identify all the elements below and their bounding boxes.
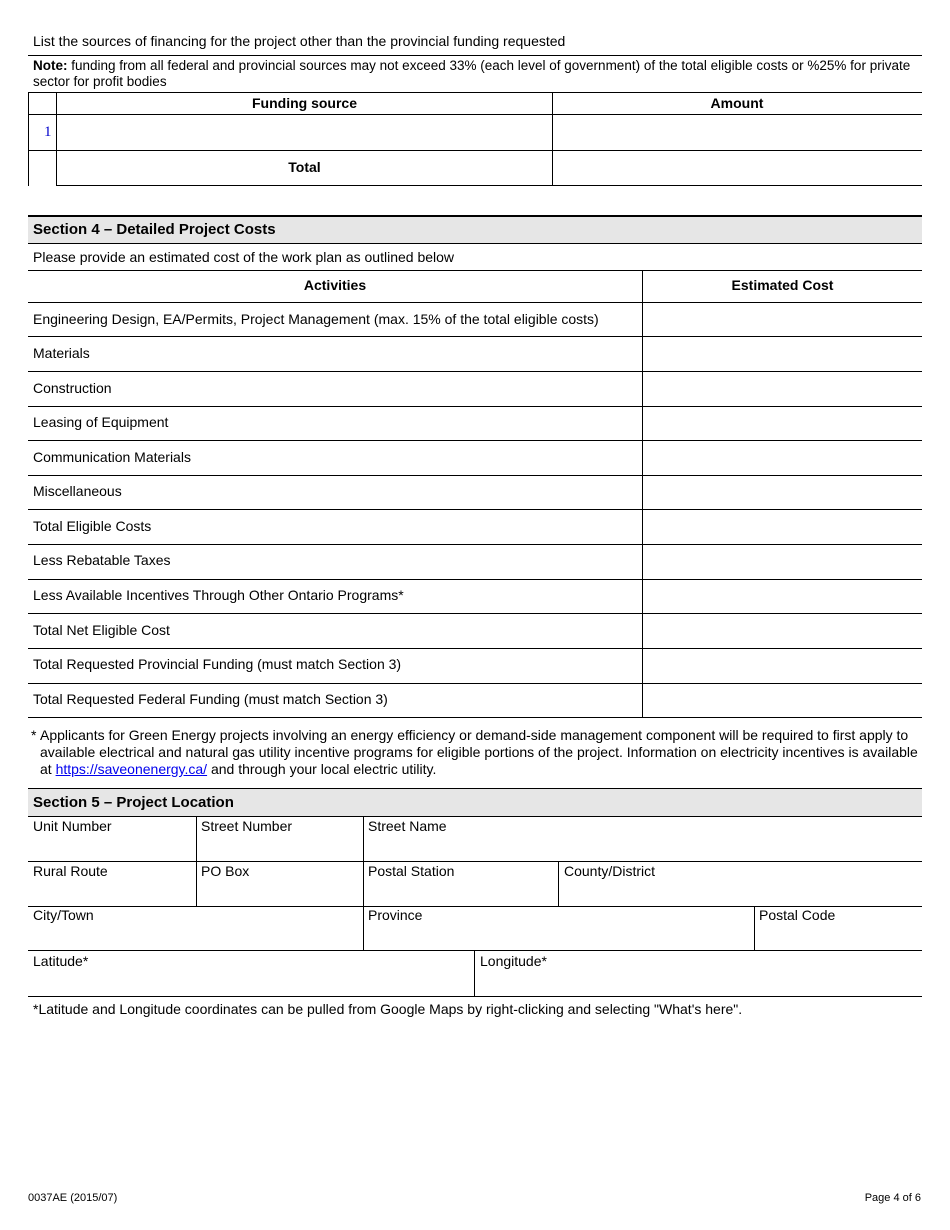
postal-code-input[interactable] — [755, 925, 921, 949]
footnote-star: * — [31, 727, 37, 743]
table-border — [28, 150, 922, 151]
footnote-at: at — [40, 761, 52, 777]
cost-row-label: Total Requested Federal Funding (must match Section 3) — [33, 691, 388, 707]
divider — [28, 243, 922, 244]
row-divider — [28, 371, 922, 372]
note-label: Note: — [33, 58, 68, 73]
cost-field[interactable] — [644, 650, 921, 682]
po-box-field[interactable] — [197, 881, 361, 905]
total-label: Total — [288, 159, 321, 175]
cost-field[interactable] — [644, 581, 921, 612]
col-header-activities: Activities — [303, 277, 367, 293]
cost-field[interactable] — [644, 442, 921, 474]
cost-input-communication[interactable] — [644, 442, 921, 474]
province-field[interactable] — [364, 925, 752, 949]
cost-row-label: Materials — [33, 345, 90, 361]
table-border — [552, 92, 553, 186]
cost-row-label: Construction — [33, 380, 112, 396]
cost-field[interactable] — [644, 408, 921, 439]
cost-field[interactable] — [644, 373, 921, 405]
cell-divider — [474, 950, 475, 996]
cost-input-materials[interactable] — [644, 338, 921, 370]
col-header-amount: Amount — [710, 95, 764, 111]
divider — [28, 270, 922, 271]
total-amount-field[interactable] — [554, 152, 921, 184]
row-number: 1 — [44, 124, 52, 140]
row-divider — [28, 579, 922, 580]
city-town-field[interactable] — [29, 925, 361, 949]
postal-station-input[interactable] — [364, 881, 557, 905]
footnote-after: and through your local electric utility. — [210, 761, 437, 777]
row-divider — [28, 475, 922, 476]
province-label: Province — [368, 907, 423, 923]
longitude-input[interactable] — [476, 971, 921, 995]
unit-number-input[interactable] — [29, 836, 195, 860]
row-divider — [28, 861, 922, 862]
latitude-label: Latitude* — [33, 953, 89, 969]
table-border — [56, 92, 57, 186]
province-input[interactable] — [364, 925, 752, 949]
cost-input-federal-funding[interactable] — [644, 685, 921, 716]
unit-number-label: Unit Number — [33, 818, 112, 834]
row-divider — [28, 648, 922, 649]
cost-field[interactable] — [644, 477, 921, 508]
po-box-label: PO Box — [201, 863, 250, 879]
financing-instruction: List the sources of financing for the project other than the provincial funding requested — [33, 33, 566, 49]
postal-station-field[interactable] — [364, 881, 557, 905]
postal-station-label: Postal Station — [368, 863, 455, 879]
postal-code-field[interactable] — [755, 925, 921, 949]
cost-field[interactable] — [644, 615, 921, 647]
saveonenergy-link[interactable]: https://saveonenergy.ca/ — [55, 761, 208, 777]
funding-source-field[interactable] — [58, 116, 551, 149]
section4-title: Section 4 – Detailed Project Costs — [33, 221, 276, 238]
cost-field[interactable] — [644, 546, 921, 578]
cost-field[interactable] — [644, 338, 921, 370]
section4-instruction: Please provide an estimated cost of the work plan as outlined below — [33, 249, 455, 265]
city-town-label: City/Town — [33, 907, 94, 923]
cost-row-label: Leasing of Equipment — [33, 414, 169, 430]
cost-input-miscellaneous[interactable] — [644, 477, 921, 508]
cost-row-label: Total Eligible Costs — [33, 518, 152, 534]
footnote-line-3 — [40, 761, 436, 777]
county-district-label: County/District — [564, 863, 656, 879]
column-divider — [642, 270, 643, 718]
page-number: Page 4 of 6 — [864, 1192, 921, 1204]
row-divider — [28, 440, 922, 441]
row-divider — [28, 683, 922, 684]
cost-input-total-eligible[interactable] — [644, 511, 921, 543]
longitude-field[interactable] — [476, 971, 921, 995]
row-divider — [28, 336, 922, 337]
rural-route-input[interactable] — [29, 881, 195, 905]
longitude-label: Longitude* — [480, 953, 547, 969]
cost-row-label: Total Requested Provincial Funding (must match Section 3) — [33, 656, 402, 672]
cost-input-construction[interactable] — [644, 373, 921, 405]
divider — [28, 55, 922, 56]
row-divider — [28, 544, 922, 545]
county-district-field[interactable] — [560, 881, 921, 905]
latitude-input[interactable] — [29, 971, 473, 995]
cost-input-other-incentives[interactable] — [644, 581, 921, 612]
amount-input-1[interactable] — [554, 116, 921, 149]
street-number-field[interactable] — [197, 836, 361, 860]
row-divider — [28, 950, 922, 951]
street-number-label: Street Number — [201, 818, 293, 834]
row-divider — [28, 509, 922, 510]
financing-note — [33, 58, 913, 90]
col-header-funding-source: Funding source — [252, 95, 357, 111]
cost-row-label: Less Rebatable Taxes — [33, 552, 171, 568]
cost-field[interactable] — [644, 685, 921, 716]
cost-row-label: Engineering Design, EA/Permits, Project Management (max. 15% of the total eligible costs) — [33, 311, 599, 327]
table-border — [28, 114, 922, 115]
cost-input-provincial-funding[interactable] — [644, 650, 921, 682]
divider — [28, 816, 922, 817]
street-number-input[interactable] — [197, 836, 361, 860]
cost-field[interactable] — [644, 304, 921, 335]
row-divider — [28, 996, 922, 997]
cost-input-total-net[interactable] — [644, 615, 921, 647]
cost-row-label: Less Available Incentives Through Other Ontario Programs* — [33, 587, 404, 603]
section5-title: Section 5 – Project Location — [33, 794, 234, 811]
coordinates-footnote: *Latitude and Longitude coordinates can be pulled from Google Maps by right-clicking and selecting "What's here". — [33, 1001, 743, 1017]
col-header-estimated-cost: Estimated Cost — [731, 277, 834, 293]
row-divider — [28, 613, 922, 614]
cost-row-label: Total Net Eligible Cost — [33, 622, 170, 638]
funding-source-input-1[interactable] — [58, 116, 551, 149]
row-divider — [28, 406, 922, 407]
divider — [28, 302, 922, 303]
table-border — [28, 92, 922, 93]
cost-input-leasing[interactable] — [644, 408, 921, 439]
cost-row-label: Communication Materials — [33, 449, 191, 465]
latitude-field[interactable] — [29, 971, 473, 995]
rural-route-field[interactable] — [29, 881, 195, 905]
street-name-input[interactable] — [364, 836, 921, 860]
form-id: 0037AE (2015/07) — [28, 1192, 118, 1204]
footnote-line-2: available electrical and natural gas utility incentive programs for eligible portions of the project. Information on electricity incentives is available — [40, 744, 918, 760]
city-town-input[interactable] — [29, 925, 361, 949]
county-district-input[interactable] — [560, 881, 921, 905]
total-amount-input[interactable] — [554, 152, 921, 184]
row-divider — [28, 717, 922, 718]
street-name-field[interactable] — [364, 836, 921, 860]
street-name-label: Street Name — [368, 818, 447, 834]
cost-field[interactable] — [644, 511, 921, 543]
cost-row-label: Miscellaneous — [33, 483, 122, 499]
cost-input-engineering[interactable] — [644, 304, 921, 335]
note-text: funding from all federal and provincial sources may not exceed 33% (each level of government) of the total eligible costs or %25% for private sector for profit bodies — [33, 58, 911, 89]
po-box-input[interactable] — [197, 881, 361, 905]
cell-divider — [754, 906, 755, 950]
unit-number-field[interactable] — [29, 836, 195, 860]
table-border — [28, 92, 29, 186]
amount-field[interactable] — [554, 116, 921, 149]
postal-code-label: Postal Code — [759, 907, 836, 923]
cell-divider — [558, 861, 559, 906]
table-border — [56, 185, 922, 186]
cost-input-rebatable-taxes[interactable] — [644, 546, 921, 578]
rural-route-label: Rural Route — [33, 863, 108, 879]
footnote-line-1: Applicants for Green Energy projects involving an energy efficiency or demand-side management component will be required to first apply to — [40, 727, 909, 743]
